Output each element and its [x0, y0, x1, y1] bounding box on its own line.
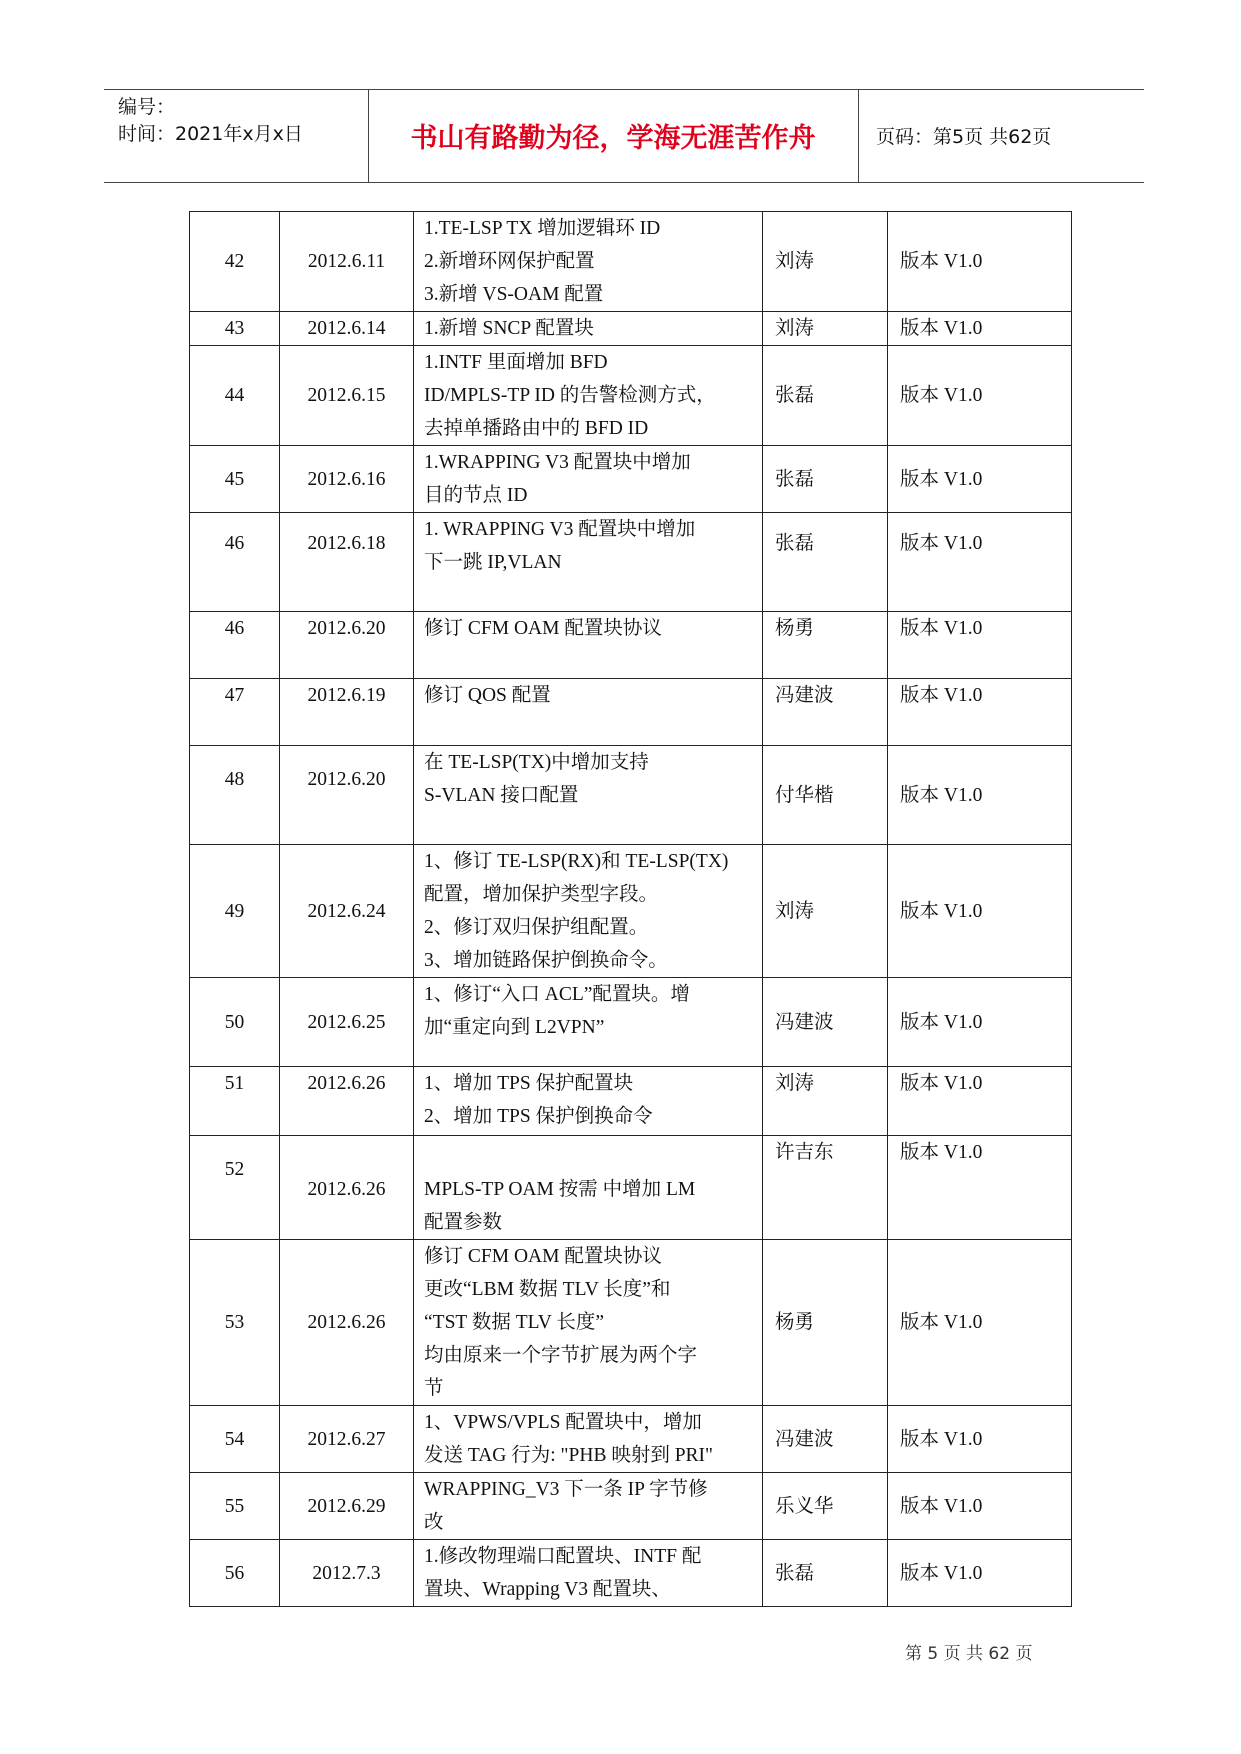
header-bottom-rule: [104, 182, 1144, 183]
table-row: [190, 845, 1072, 978]
row-description: [414, 612, 763, 679]
description-line: 修订 CFM OAM 配置块协议: [424, 1246, 662, 1267]
description-line: 下一跳 IP,VLAN: [424, 552, 562, 573]
description-line: 在 TE-LSP(TX)中增加支持: [424, 752, 649, 773]
description-line: 2、增加 TPS 保护倒换命令: [424, 1106, 653, 1127]
description-line: 发送 TAG 行为: "PHB 映射到 PRI": [424, 1445, 714, 1466]
description-line: 1、修订“入口 ACL”配置块。增: [424, 984, 690, 1005]
description-line: 目的节点 ID: [424, 485, 528, 506]
row-date: 2012.6.26: [280, 1136, 414, 1240]
row-date: 2012.6.25: [280, 978, 414, 1067]
row-number: 52: [190, 1136, 280, 1240]
description-line: 更改“LBM 数据 TLV 长度”和: [424, 1279, 671, 1300]
row-description: [414, 746, 763, 845]
row-author: 付华楷: [763, 746, 888, 845]
row-author: 乐义华: [763, 1473, 888, 1540]
row-author: 刘涛: [763, 312, 888, 346]
row-description: [414, 1136, 763, 1240]
row-date: 2012.6.15: [280, 346, 414, 446]
description-line: 3.新增 VS-OAM 配置: [424, 284, 604, 305]
description-line: 1、VPWS/VPLS 配置块中，增加: [424, 1412, 702, 1433]
row-description: [414, 679, 763, 746]
table-row: [190, 612, 1072, 679]
table-row: [190, 1406, 1072, 1473]
description-line: 1.TE-LSP TX 增加逻辑环 ID: [424, 218, 661, 239]
row-version: 版本 V1.0: [888, 312, 1072, 346]
row-author: 张磊: [763, 513, 888, 612]
row-version: 版本 V1.0: [888, 1136, 1072, 1240]
description-line: 1.修改物理端口配置块、INTF 配: [424, 1546, 702, 1567]
row-number: 56: [190, 1540, 280, 1607]
row-number: 50: [190, 978, 280, 1067]
row-version: 版本 V1.0: [888, 612, 1072, 679]
row-number: 51: [190, 1067, 280, 1136]
row-author: 冯建波: [763, 978, 888, 1067]
table-row: [190, 212, 1072, 312]
description-line: 加“重定向到 L2VPN”: [424, 1017, 605, 1038]
row-number: 54: [190, 1406, 280, 1473]
description-line: MPLS-TP OAM 按需 中增加 LM: [424, 1179, 696, 1200]
row-description: [414, 1473, 763, 1540]
row-description: [414, 1540, 763, 1607]
table-row: [190, 346, 1072, 446]
row-version: 版本 V1.0: [888, 1406, 1072, 1473]
description-line: 1.新增 SNCP 配置块: [424, 318, 594, 339]
description-line: 1. WRAPPING V3 配置块中增加: [424, 519, 696, 540]
description-line: 均由原来一个字节扩展为两个字: [424, 1345, 698, 1366]
row-version: 版本 V1.0: [888, 446, 1072, 513]
table-row: [190, 1136, 1072, 1240]
row-author: 张磊: [763, 446, 888, 513]
row-description: [414, 1067, 763, 1136]
description-line: ID/MPLS-TP ID 的告警检测方式，: [424, 385, 716, 406]
row-number: 44: [190, 346, 280, 446]
row-version: 版本 V1.0: [888, 212, 1072, 312]
row-description: [414, 212, 763, 312]
row-date: 2012.6.29: [280, 1473, 414, 1540]
table-row: [190, 978, 1072, 1067]
row-version: 版本 V1.0: [888, 513, 1072, 612]
row-number: 47: [190, 679, 280, 746]
description-line: 置块、Wrapping V3 配置块、: [424, 1579, 671, 1600]
row-number: 42: [190, 212, 280, 312]
row-number: 43: [190, 312, 280, 346]
row-number: 45: [190, 446, 280, 513]
row-date: 2012.6.16: [280, 446, 414, 513]
page-footer: 第 5 页 共 62 页: [905, 1644, 1033, 1664]
row-version: 版本 V1.0: [888, 845, 1072, 978]
row-date: 2012.6.19: [280, 679, 414, 746]
document-time-label: 时间：2021年x月x日: [118, 123, 303, 145]
row-date: 2012.6.18: [280, 513, 414, 612]
description-line: 1、增加 TPS 保护配置块: [424, 1073, 634, 1094]
description-line: 改: [424, 1512, 444, 1533]
description-line: 3、增加链路保护倒换命令。: [424, 950, 668, 971]
description-line: 1.INTF 里面增加 BFD: [424, 352, 608, 373]
row-date: 2012.7.3: [280, 1540, 414, 1607]
description-line: 2、修订双归保护组配置。: [424, 917, 649, 938]
row-version: 版本 V1.0: [888, 1240, 1072, 1406]
header-motto: 书山有路勤为径，学海无涯苦作舟: [410, 123, 816, 154]
row-version: 版本 V1.0: [888, 1473, 1072, 1540]
row-description: [414, 446, 763, 513]
document-number-label: 编号：: [118, 96, 176, 118]
description-line: “TST 数据 TLV 长度”: [424, 1312, 605, 1333]
description-line: 配置参数: [424, 1212, 503, 1233]
row-description: [414, 312, 763, 346]
row-author: 冯建波: [763, 679, 888, 746]
table-row: [190, 446, 1072, 513]
row-number: 48: [190, 746, 280, 845]
row-author: 刘涛: [763, 845, 888, 978]
row-description: [414, 978, 763, 1067]
row-author: 杨勇: [763, 1240, 888, 1406]
row-author: 刘涛: [763, 212, 888, 312]
row-date: 2012.6.11: [280, 212, 414, 312]
row-number: 53: [190, 1240, 280, 1406]
description-line: 配置，增加保护类型字段。: [424, 884, 659, 905]
row-date: 2012.6.27: [280, 1406, 414, 1473]
page-header: [104, 89, 1144, 183]
description-line: WRAPPING_V3 下一条 IP 字节修: [424, 1479, 708, 1500]
description-line: 去掉单播路由中的 BFD ID: [424, 418, 649, 439]
table-row: [190, 746, 1072, 845]
row-version: 版本 V1.0: [888, 1067, 1072, 1136]
row-date: 2012.6.14: [280, 312, 414, 346]
row-description: [414, 845, 763, 978]
revision-history-table: [189, 211, 1072, 1607]
description-line: S-VLAN 接口配置: [424, 785, 579, 806]
row-version: 版本 V1.0: [888, 978, 1072, 1067]
row-author: 冯建波: [763, 1406, 888, 1473]
table-row: [190, 312, 1072, 346]
row-description: [414, 1240, 763, 1406]
description-line: 修订 CFM OAM 配置块协议: [424, 618, 662, 639]
header-top-rule: [104, 89, 1144, 90]
header-divider: [858, 89, 859, 183]
row-description: [414, 346, 763, 446]
table-row: [190, 1473, 1072, 1540]
table-row: [190, 1240, 1072, 1406]
row-number: 46: [190, 513, 280, 612]
row-author: 杨勇: [763, 612, 888, 679]
row-date: 2012.6.26: [280, 1067, 414, 1136]
description-line: 修订 QOS 配置: [424, 685, 551, 706]
table-row: [190, 1540, 1072, 1607]
row-description: [414, 513, 763, 612]
row-version: 版本 V1.0: [888, 346, 1072, 446]
row-author: 张磊: [763, 346, 888, 446]
description-line: 1、修订 TE-LSP(RX)和 TE-LSP(TX): [424, 851, 729, 872]
row-author: 许吉东: [763, 1136, 888, 1240]
row-version: 版本 V1.0: [888, 1540, 1072, 1607]
row-number: 55: [190, 1473, 280, 1540]
row-number: 49: [190, 845, 280, 978]
row-version: 版本 V1.0: [888, 746, 1072, 845]
table-row: [190, 513, 1072, 612]
row-date: 2012.6.26: [280, 1240, 414, 1406]
row-author: 张磊: [763, 1540, 888, 1607]
description-line: 1.WRAPPING V3 配置块中增加: [424, 452, 691, 473]
table-row: [190, 1067, 1072, 1136]
row-date: 2012.6.24: [280, 845, 414, 978]
row-author: 刘涛: [763, 1067, 888, 1136]
row-version: 版本 V1.0: [888, 679, 1072, 746]
row-date: 2012.6.20: [280, 612, 414, 679]
description-line: 节: [424, 1378, 444, 1399]
row-number: 46: [190, 612, 280, 679]
header-page-label: 页码：第5页 共62页: [876, 126, 1052, 148]
table-row: [190, 679, 1072, 746]
description-line: 2.新增环网保护配置: [424, 251, 595, 272]
row-description: [414, 1406, 763, 1473]
row-date: 2012.6.20: [280, 746, 414, 845]
